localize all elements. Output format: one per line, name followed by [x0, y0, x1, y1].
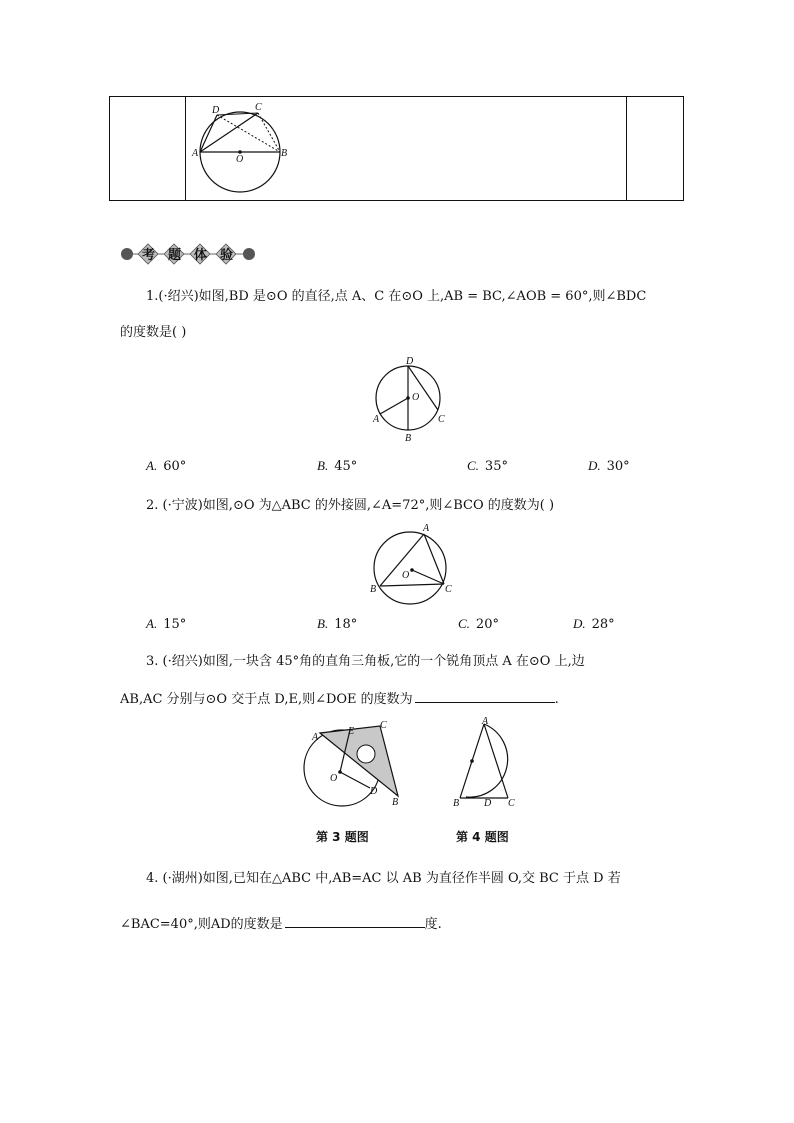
top-label-A: A: [192, 148, 199, 159]
q1-label-C: C: [438, 414, 445, 425]
section-header: [118, 241, 258, 267]
q2-option-A[interactable]: A. 15°: [146, 616, 187, 632]
q1-option-A[interactable]: A. 60°: [146, 458, 187, 474]
q1-line2: 的度数是( ): [120, 325, 187, 340]
section-char-3: 体: [194, 248, 208, 263]
q1-label-A: A: [373, 414, 380, 425]
q1-label-B: B: [405, 433, 412, 444]
q1-option-B[interactable]: B. 45°: [317, 458, 358, 474]
q3-answer-blank[interactable]: [415, 688, 555, 703]
q3-line2: [120, 688, 559, 709]
q4-figure: [448, 716, 528, 811]
q4-answer-blank[interactable]: [285, 913, 425, 928]
section-char-2: 题: [168, 248, 182, 263]
q3-line2-end: .: [554, 692, 559, 707]
q1-figure: [370, 352, 450, 444]
q2-label-B: B: [370, 584, 377, 595]
q2-option-B[interactable]: B. 18°: [317, 616, 358, 632]
table-divider-left: [185, 97, 186, 200]
q2-option-C[interactable]: C. 20°: [458, 616, 499, 632]
q4-label-C: C: [508, 798, 515, 809]
top-label-B: B: [281, 148, 288, 159]
q2-label-A: A: [423, 523, 430, 534]
q3-label-O: O: [330, 773, 338, 784]
q3-caption: 第 3 题图: [316, 830, 369, 844]
q3-figure: [300, 716, 410, 811]
q2-label-C: C: [445, 584, 452, 595]
q3-label-E: E: [348, 726, 355, 737]
q1-option-D[interactable]: D. 30°: [588, 458, 630, 474]
q4-label-B: B: [453, 798, 460, 809]
q1-label-O: O: [412, 392, 420, 403]
section-char-4: 验: [220, 248, 234, 263]
q2-line1: 2. (·宁波)如图,⊙O 为△ABC 的外接圆,∠A=72°,则∠BCO 的度数为( ): [146, 498, 555, 513]
q4-caption: 第 4 题图: [456, 830, 509, 844]
q1-line1: 1.(·绍兴)如图,BD 是⊙O 的直径,点 A、C 在⊙O 上,AB = BC,∠AOB = 60°,则∠BDC: [146, 289, 647, 304]
q3-line2-text: AB,AC 分别与⊙O 交于点 D,E,则∠DOE 的度数为: [120, 692, 413, 707]
q4-line2: [120, 913, 442, 934]
q3-label-B: B: [392, 797, 399, 808]
q4-line2-end: 度.: [424, 917, 442, 932]
table-divider-right: [626, 97, 627, 200]
q4-label-A: A: [482, 716, 489, 727]
q1-option-C[interactable]: C. 35°: [467, 458, 508, 474]
top-label-O: O: [236, 154, 244, 165]
q2-figure: [366, 520, 456, 612]
q4-label-D: D: [484, 798, 492, 809]
q3-line1: 3. (·绍兴)如图,一块含 45°角的直角三角板,它的一个锐角顶点 A 在⊙O 上,边: [146, 654, 585, 669]
q2-label-O: O: [402, 570, 410, 581]
top-table-figure: [190, 100, 300, 200]
q4-line1: 4. (·湖州)如图,已知在△ABC 中,AB=AC 以 AB 为直径作半圆 O,交 BC 于点 D 若: [146, 871, 621, 886]
q1-label-D: D: [406, 356, 414, 367]
q3-label-A: A: [312, 732, 319, 743]
top-label-D: D: [212, 105, 220, 116]
top-label-C: C: [255, 102, 262, 113]
q2-option-D[interactable]: D. 28°: [573, 616, 615, 632]
section-char-1: 考: [142, 248, 156, 263]
q3-label-C: C: [380, 720, 387, 731]
q4-line2-text: ∠BAC=40°,则AD的度数是: [120, 917, 283, 932]
q3-label-D: D: [370, 786, 378, 797]
